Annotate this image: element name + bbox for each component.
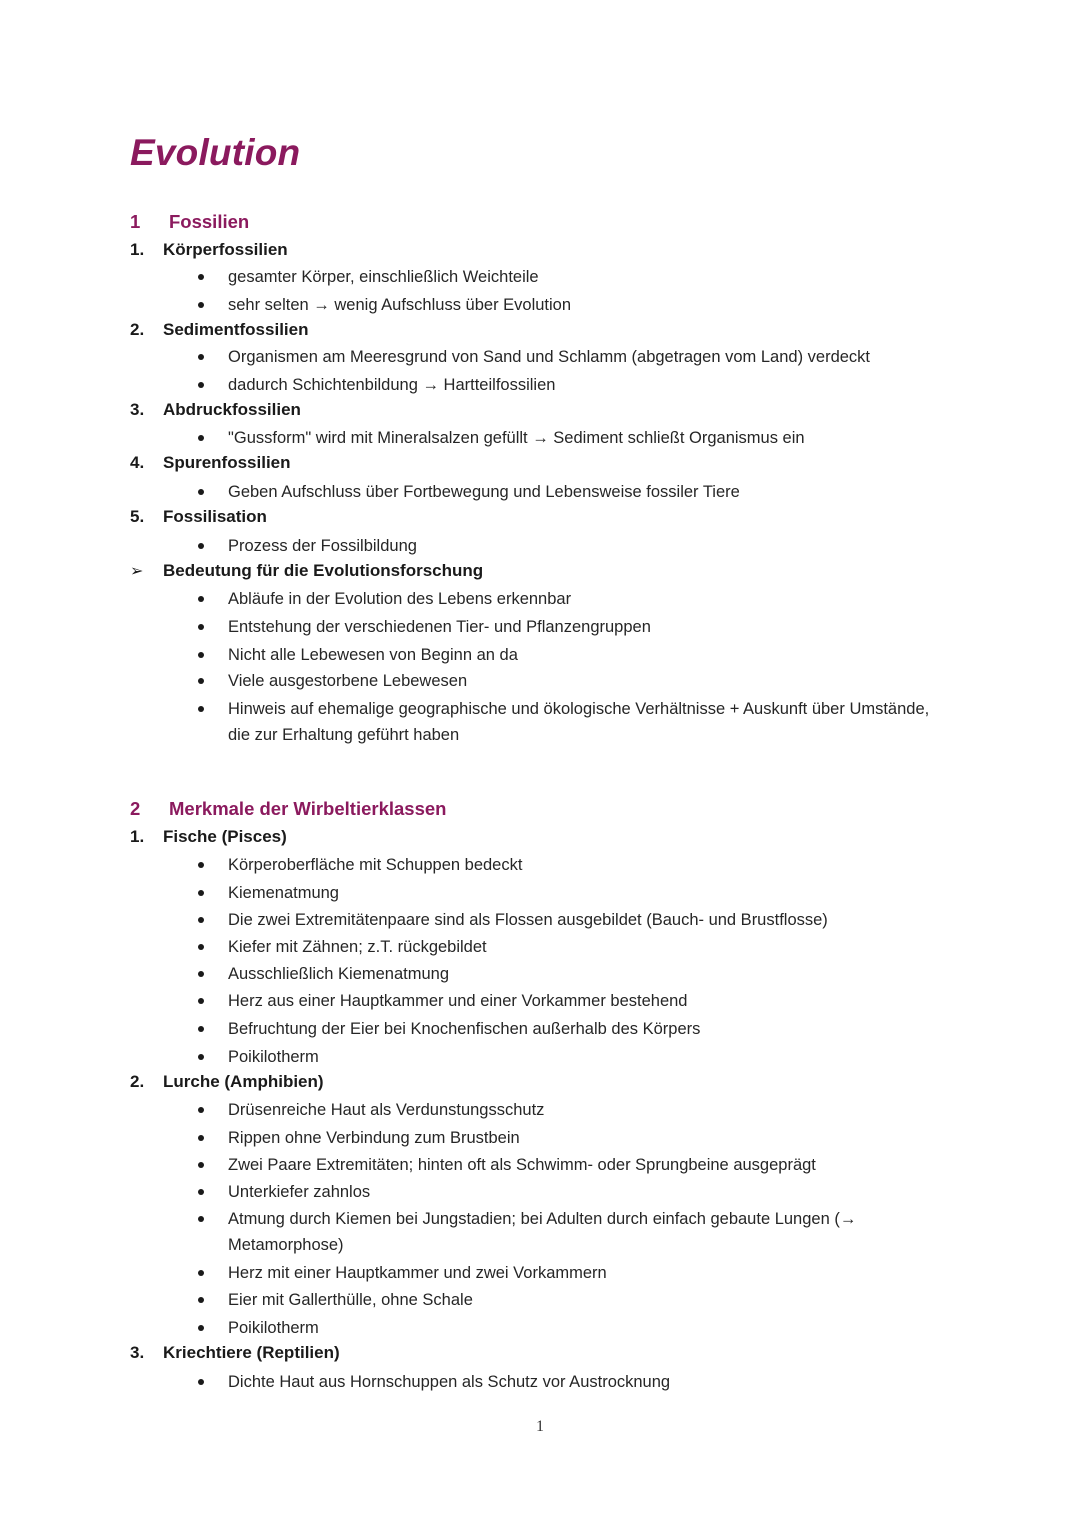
document-title: Evolution	[130, 132, 301, 173]
item-number: 2.	[130, 1072, 145, 1091]
bullet-item: Zwei Paare Extremitäten; hinten oft als Schwimm- oder Sprungbeine ausgeprägt	[228, 1156, 816, 1174]
bullet-item: Abläufe in der Evolution des Lebens erkennbar	[228, 590, 572, 608]
item-label: Bedeutung für die Evolutionsforschung	[163, 561, 484, 580]
bullet-item: Befruchtung der Eier bei Knochenfischen außerhalb des Körpers	[228, 1020, 701, 1038]
list-item-heading	[130, 240, 288, 260]
bullet-item: Viele ausgestorbene Lebewesen	[228, 672, 468, 690]
list-item-heading	[130, 561, 483, 581]
bullet-item: dadurch Schichtenbildung → Hartteilfossilien	[228, 376, 556, 394]
list-item-heading	[130, 320, 308, 340]
section-title: Merkmale der Wirbeltierklassen	[169, 798, 447, 819]
bullet-item: Poikilotherm	[228, 1048, 319, 1066]
list-item-heading	[130, 400, 301, 420]
bullet-item: gesamter Körper, einschließlich Weichteile	[228, 268, 539, 286]
item-label: Körperfossilien	[163, 240, 288, 259]
section-heading-wirbeltierklassen	[130, 798, 446, 820]
item-number: 2.	[130, 320, 145, 339]
item-number: 3.	[130, 1343, 145, 1362]
page-number: 1	[536, 1418, 544, 1435]
item-label: Sedimentfossilien	[163, 320, 309, 339]
bullet-item: Poikilotherm	[228, 1319, 319, 1337]
bullet-item: Hinweis auf ehemalige geographische und ökologische Verhältnisse + Auskunft über Umstände, die zur Erhaltung geführt haben	[228, 700, 930, 744]
item-number: 5.	[130, 507, 145, 526]
bullet-item: Kiefer mit Zähnen; z.T. rückgebildet	[228, 938, 487, 956]
bullet-item: Herz aus einer Hauptkammer und einer Vorkammer bestehend	[228, 992, 688, 1010]
item-label: Spurenfossilien	[163, 453, 291, 472]
bullet-item: Organismen am Meeresgrund von Sand und Schlamm (abgetragen vom Land) verdeckt	[228, 348, 871, 366]
bullet-item: Atmung durch Kiemen bei Jungstadien; bei Adulten durch einfach gebaute Lungen (→ Metamorphose)	[228, 1210, 857, 1254]
bullet-item: Prozess der Fossilbildung	[228, 537, 417, 555]
section-number: 2	[130, 798, 141, 819]
item-label: Fische (Pisces)	[163, 827, 287, 846]
list-item-heading	[130, 453, 291, 473]
item-label: Abdruckfossilien	[163, 400, 301, 419]
bullet-item: sehr selten → wenig Aufschluss über Evolution	[228, 296, 572, 314]
list-item-heading	[130, 507, 267, 527]
bullet-item: Nicht alle Lebewesen von Beginn an da	[228, 646, 518, 664]
bullet-item: Geben Aufschluss über Fortbewegung und Lebensweise fossiler Tiere	[228, 483, 740, 501]
section-heading-fossilien	[130, 211, 249, 233]
bullet-item: Die zwei Extremitätenpaare sind als Flossen ausgebildet (Bauch- und Brustflosse)	[228, 911, 828, 929]
bullet-item: Dichte Haut aus Hornschuppen als Schutz vor Austrocknung	[228, 1373, 671, 1391]
list-item-heading	[130, 827, 287, 847]
section-number: 1	[130, 211, 141, 232]
bullet-item: Unterkiefer zahnlos	[228, 1183, 371, 1201]
bullet-item: "Gussform" wird mit Mineralsalzen gefüllt → Sediment schließt Organismus ein	[228, 429, 805, 447]
bullet-item: Herz mit einer Hauptkammer und zwei Vorkammern	[228, 1264, 607, 1282]
item-number: 1.	[130, 240, 145, 259]
list-item-heading	[130, 1072, 324, 1092]
bullet-item: Kiemenatmung	[228, 884, 339, 902]
list-item-heading	[130, 1343, 340, 1363]
section-title: Fossilien	[169, 211, 250, 232]
bullet-item: Ausschließlich Kiemenatmung	[228, 965, 450, 983]
item-label: Lurche (Amphibien)	[163, 1072, 324, 1091]
item-number: 1.	[130, 827, 145, 846]
item-label: Fossilisation	[163, 507, 267, 526]
bullet-item: Drüsenreiche Haut als Verdunstungsschutz	[228, 1101, 545, 1119]
item-label: Kriechtiere (Reptilien)	[163, 1343, 340, 1362]
bullet-item: Entstehung der verschiedenen Tier- und Pflanzengruppen	[228, 618, 651, 636]
bullet-item: Rippen ohne Verbindung zum Brustbein	[228, 1129, 520, 1147]
bullet-item: Körperoberfläche mit Schuppen bedeckt	[228, 856, 523, 874]
bullet-item: Eier mit Gallerthülle, ohne Schale	[228, 1291, 473, 1309]
item-number: 4.	[130, 453, 145, 472]
arrow-bullet-icon: ➢	[130, 563, 144, 580]
item-number: 3.	[130, 400, 145, 419]
